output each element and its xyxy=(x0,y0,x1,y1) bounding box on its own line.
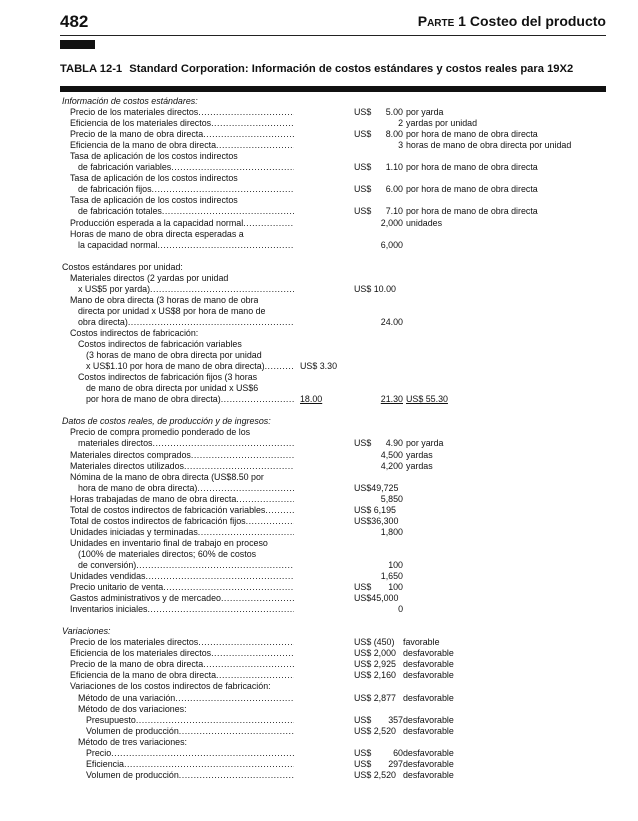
row-label: por hora de mano de obra directa) ..... xyxy=(86,394,294,405)
row-label: Total de costos indirectos de fabricación fijos ..... xyxy=(70,516,294,527)
row-label: Materiales directos (2 yardas por unidad xyxy=(70,272,229,283)
unit-note: por hora de mano de obra directa xyxy=(406,206,538,217)
part-label: Parte 1 xyxy=(417,13,466,29)
row-label: Inventarios iniciales ..... xyxy=(70,604,294,615)
row-label: (100% de materiales directos; 60% de costos xyxy=(78,548,257,559)
currency-symbol: US$ xyxy=(354,107,372,118)
table-row xyxy=(0,450,638,461)
row-label: Unidades iniciadas y terminadas ..... xyxy=(70,527,294,538)
amount-value: 4,200 xyxy=(380,460,403,471)
row-label: Eficiencia ..... xyxy=(86,759,294,770)
row-label: Unidades vendidas ..... xyxy=(70,571,294,582)
table-row xyxy=(0,759,638,770)
table-row xyxy=(0,195,638,206)
table-row xyxy=(0,273,638,284)
amount-value: 1,800 xyxy=(380,526,403,537)
row-label: Eficiencia de los materiales directos ..... xyxy=(70,648,294,659)
table-caption: Standard Corporation: Información de costos estándares y costos reales para 19X2 xyxy=(129,63,574,75)
currency-symbol: US$ xyxy=(354,184,372,195)
table-row xyxy=(0,483,638,494)
amount-value: 8.00 xyxy=(385,129,403,140)
cost-table xyxy=(0,96,638,781)
table-row xyxy=(0,427,638,438)
unit-note: por yarda xyxy=(406,107,444,118)
row-label: Producción esperada a la capacidad normal ..... xyxy=(70,218,294,229)
row-label: Total de costos indirectos de fabricación variables ..... xyxy=(70,505,294,516)
amount-value: US$ 2,000 xyxy=(354,648,396,659)
table-row xyxy=(0,527,638,538)
row-label: Variaciones de los costos indirectos de fabricación: xyxy=(70,681,271,692)
table-row xyxy=(0,151,638,162)
amount-value: 21.30 xyxy=(380,394,403,405)
table-row xyxy=(0,516,638,527)
row-label: Información de costos estándares: xyxy=(62,96,198,106)
page-number: 482 xyxy=(60,12,89,31)
amount-value: 297 xyxy=(388,758,403,769)
row-label: Precio de los materiales directos ..... xyxy=(70,107,294,118)
currency-symbol: US$ xyxy=(354,758,372,769)
table-row xyxy=(0,726,638,737)
table-row xyxy=(0,317,638,328)
row-label: Método de tres variaciones: xyxy=(78,736,188,747)
variance-type: favorable xyxy=(403,637,440,648)
row-label: Tasa de aplicación de los costos indirectos xyxy=(70,151,238,162)
amount-value: 24.00 xyxy=(380,316,403,327)
table-row xyxy=(0,494,638,505)
amount-value: 100 xyxy=(388,582,403,593)
table-row xyxy=(0,218,638,229)
amount-value: US$36,300 xyxy=(354,515,399,526)
row-label: de fabricación totales ..... xyxy=(78,206,294,217)
row-label: x US$5 por yarda) ..... xyxy=(78,284,294,295)
table-row xyxy=(0,229,638,240)
table-row xyxy=(0,770,638,781)
currency-symbol: US$ xyxy=(354,162,372,173)
table-row xyxy=(0,206,638,217)
unit-note: por yarda xyxy=(406,438,444,449)
row-label: Precio ..... xyxy=(86,748,294,759)
amount-value: 2,000 xyxy=(380,217,403,228)
amount-value: 0 xyxy=(398,604,403,615)
row-label: Precio de compra promedio ponderado de los xyxy=(70,427,251,438)
row-spacer xyxy=(0,615,638,626)
row-label: directa por unidad x US$8 por hora de mano de xyxy=(78,305,266,316)
table-row xyxy=(0,96,638,107)
table-title xyxy=(60,63,573,75)
running-header xyxy=(418,13,606,29)
currency-symbol: US$ xyxy=(354,747,372,758)
amount-value: 5.00 xyxy=(385,107,403,118)
table-row xyxy=(0,461,638,472)
row-label: Precio de los materiales directos ..... xyxy=(70,637,294,648)
amount-value: US$ 2,520 xyxy=(354,725,396,736)
table-row xyxy=(0,306,638,317)
table-row xyxy=(0,604,638,615)
amount-value: 7.10 xyxy=(385,206,403,217)
table-row xyxy=(0,162,638,173)
table-row xyxy=(0,737,638,748)
subtotal-value: 18.00 xyxy=(300,394,323,405)
table-row xyxy=(0,416,638,427)
row-label: Tasa de aplicación de los costos indirectos xyxy=(70,173,238,184)
amount-value: 357 xyxy=(388,714,403,725)
row-label: obra directa) ..... xyxy=(78,317,294,328)
table-row xyxy=(0,626,638,637)
table-row xyxy=(0,681,638,692)
unit-note: unidades xyxy=(406,217,443,228)
row-label: Método de una variación ..... xyxy=(78,693,294,704)
variance-type: desfavorable xyxy=(403,725,454,736)
currency-symbol: US$ xyxy=(354,206,372,217)
row-label: de fabricación variables ..... xyxy=(78,162,294,173)
variance-type: desfavorable xyxy=(403,659,454,670)
row-label: Precio unitario de venta ..... xyxy=(70,582,294,593)
row-label: Mano de obra directa (3 horas de mano de obra xyxy=(70,294,259,305)
table-row xyxy=(0,394,638,405)
row-label: Volumen de producción ..... xyxy=(86,770,294,781)
amount-value: US$45,000 xyxy=(354,593,399,604)
row-label: Precio de la mano de obra directa ..... xyxy=(70,129,294,140)
table-row xyxy=(0,715,638,726)
row-label: Unidades en inventario final de trabajo en proceso xyxy=(70,537,268,548)
amount-value: US$ 10.00 xyxy=(354,283,396,294)
row-spacer xyxy=(0,251,638,262)
amount-value: 4.90 xyxy=(385,438,403,449)
row-label: Eficiencia de la mano de obra directa ..... xyxy=(70,670,294,681)
table-top-rule xyxy=(60,86,606,92)
table-row xyxy=(0,659,638,670)
table-row xyxy=(0,582,638,593)
row-label: Costos estándares por unidad: xyxy=(62,261,183,272)
table-row xyxy=(0,129,638,140)
table-row xyxy=(0,693,638,704)
part-title: Costeo del producto xyxy=(469,13,606,29)
amount-value: US$ 2,160 xyxy=(354,670,396,681)
row-label: Nómina de la mano de obra directa (US$8.50 por xyxy=(70,471,264,482)
amount-value: US$ 6,195 xyxy=(354,504,396,515)
table-row xyxy=(0,748,638,759)
row-label: Materiales directos comprados ..... xyxy=(70,450,294,461)
row-label: Costos indirectos de fabricación: xyxy=(70,327,199,338)
header-rule xyxy=(60,35,606,36)
row-label: hora de mano de obra directa) ..... xyxy=(78,483,294,494)
unit-note: por hora de mano de obra directa xyxy=(406,162,538,173)
subtotal-value: US$ 3.30 xyxy=(300,361,338,372)
row-label: de conversión) ..... xyxy=(78,560,294,571)
table-row xyxy=(0,648,638,659)
amount-value: 4,500 xyxy=(380,449,403,460)
table-row xyxy=(0,372,638,383)
table-row xyxy=(0,438,638,449)
amount-value: 6.00 xyxy=(385,184,403,195)
amount-value: US$ 2,520 xyxy=(354,769,396,780)
amount-value: 2 xyxy=(398,118,403,129)
table-row xyxy=(0,118,638,129)
table-row xyxy=(0,284,638,295)
amount-value: 1.10 xyxy=(385,162,403,173)
header-block-decoration xyxy=(60,40,95,49)
unit-note: yardas xyxy=(406,460,433,471)
row-label: Costos indirectos de fabricación variables xyxy=(78,339,242,350)
row-label: x US$1.10 por hora de mano de obra directa) ..... xyxy=(86,361,294,372)
table-row xyxy=(0,383,638,394)
unit-note: US$ 55.30 xyxy=(406,394,448,405)
variance-type: desfavorable xyxy=(403,670,454,681)
row-label: Precio de la mano de obra directa ..... xyxy=(70,659,294,670)
variance-type: desfavorable xyxy=(403,747,454,758)
table-row xyxy=(0,361,638,372)
table-row xyxy=(0,549,638,560)
table-row xyxy=(0,295,638,306)
table-row xyxy=(0,240,638,251)
row-label: Materiales directos utilizados ..... xyxy=(70,461,294,472)
row-label: de fabricación fijos ..... xyxy=(78,184,294,195)
table-row xyxy=(0,571,638,582)
row-label: Horas de mano de obra directa esperadas a xyxy=(70,228,244,239)
variance-type: desfavorable xyxy=(403,758,454,769)
row-label: Eficiencia de los materiales directos ..... xyxy=(70,118,294,129)
row-label: Eficiencia de la mano de obra directa ..... xyxy=(70,140,294,151)
amount-value: 5,850 xyxy=(380,493,403,504)
unit-note: yardas por unidad xyxy=(406,118,478,129)
row-label: Método de dos variaciones: xyxy=(78,703,187,714)
row-label: Presupuesto ..... xyxy=(86,715,294,726)
table-row xyxy=(0,704,638,715)
table-row xyxy=(0,350,638,361)
table-row xyxy=(0,670,638,681)
row-label: Gastos administrativos y de mercadeo ..... xyxy=(70,593,294,604)
amount-value: 6,000 xyxy=(380,239,403,250)
table-row xyxy=(0,560,638,571)
unit-note: yardas xyxy=(406,449,433,460)
table-row xyxy=(0,637,638,648)
amount-value: 100 xyxy=(388,559,403,570)
unit-note: por hora de mano de obra directa xyxy=(406,184,538,195)
row-label: materiales directos ..... xyxy=(78,438,294,449)
row-spacer xyxy=(0,405,638,416)
currency-symbol: US$ xyxy=(354,438,372,449)
row-label: de mano de obra directa por unidad x US$6 xyxy=(86,383,259,394)
currency-symbol: US$ xyxy=(354,582,372,593)
variance-type: desfavorable xyxy=(403,648,454,659)
table-row xyxy=(0,173,638,184)
table-row xyxy=(0,538,638,549)
table-row xyxy=(0,107,638,118)
table-row xyxy=(0,505,638,516)
table-row xyxy=(0,262,638,273)
amount-value: 60 xyxy=(393,747,403,758)
table-row xyxy=(0,140,638,151)
row-label: Variaciones: xyxy=(62,626,111,637)
currency-symbol: US$ xyxy=(354,714,372,725)
table-row xyxy=(0,472,638,483)
row-label: la capacidad normal ..... xyxy=(78,240,294,251)
table-row xyxy=(0,593,638,604)
row-label: Costos indirectos de fabricación fijos (3 horas xyxy=(78,372,258,383)
unit-note: por hora de mano de obra directa xyxy=(406,129,538,140)
variance-type: desfavorable xyxy=(403,692,454,703)
amount-value: US$49,725 xyxy=(354,482,399,493)
row-label: Datos de costos reales, de producción y de ingresos: xyxy=(62,416,271,427)
row-label: Tasa de aplicación de los costos indirectos xyxy=(70,195,238,206)
amount-value: US$ 2,925 xyxy=(354,659,396,670)
amount-value: 1,650 xyxy=(380,571,403,582)
amount-value: US$ (450) xyxy=(354,637,395,648)
row-label: Horas trabajadas de mano de obra directa ..... xyxy=(70,494,294,505)
table-row xyxy=(0,184,638,195)
variance-type: desfavorable xyxy=(403,769,454,780)
currency-symbol: US$ xyxy=(354,129,372,140)
table-row xyxy=(0,328,638,339)
table-label: TABLA 12-1 xyxy=(60,63,123,75)
unit-note: horas de mano de obra directa por unidad xyxy=(406,140,572,151)
amount-value: 3 xyxy=(398,140,403,151)
amount-value: US$ 2,877 xyxy=(354,692,396,703)
table-row xyxy=(0,339,638,350)
variance-type: desfavorable xyxy=(403,714,454,725)
row-label: (3 horas de mano de obra directa por unidad xyxy=(86,350,262,361)
row-label: Volumen de producción ..... xyxy=(86,726,294,737)
